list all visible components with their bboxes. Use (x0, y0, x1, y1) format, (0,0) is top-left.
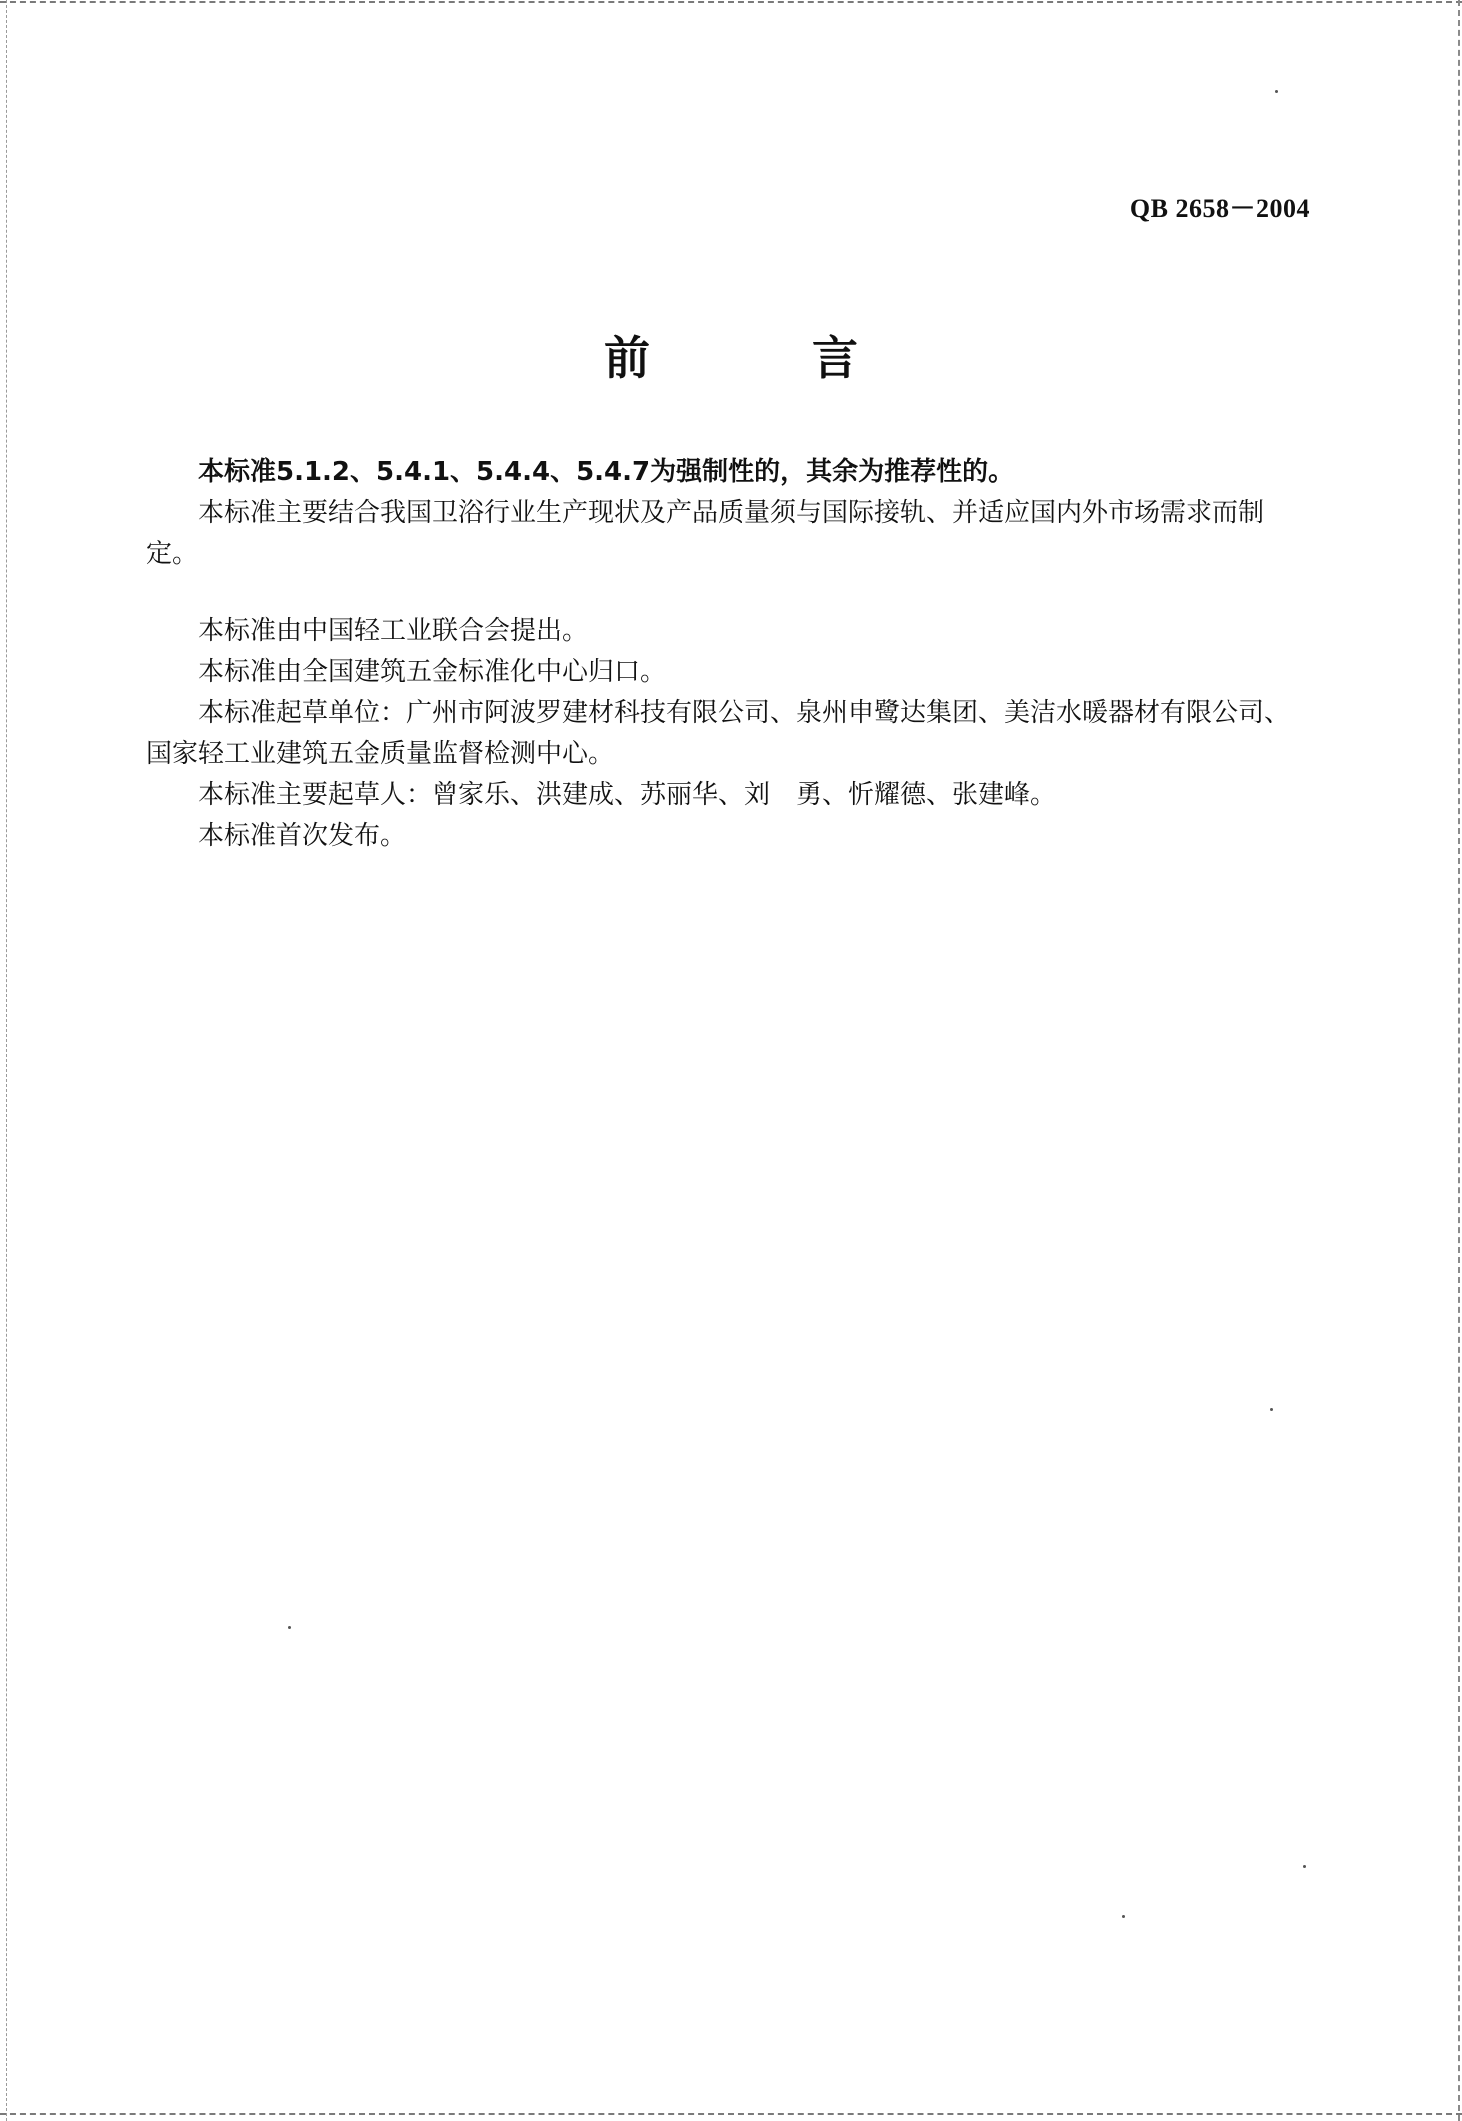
scan-edge-right (1458, 0, 1460, 2121)
paragraph-mandatory-clauses: 本标准5.1.2、5.4.1、5.4.4、5.4.7为强制性的，其余为推荐性的。 (198, 457, 1015, 487)
page-title: 前 言 (604, 331, 916, 385)
scan-edge-bottom (0, 2113, 1462, 2115)
standard-code: QB 2658－2004 (1129, 194, 1310, 223)
paragraph-drafting-units: 本标准起草单位：广州市阿波罗建材科技有限公司、泉州申鹭达集团、美洁水暖器材有限公司、国家轻工业建筑五金质量监督检测中心。 (146, 698, 1291, 769)
scan-speck (1270, 1408, 1273, 1411)
paragraph-first-release: 本标准首次发布。 (198, 821, 407, 851)
paragraph-drafters: 本标准主要起草人：曾家乐、洪建成、苏丽华、刘 勇、忻耀德、张建峰。 (198, 780, 1057, 810)
scan-edge-left (6, 0, 7, 2121)
scan-speck (288, 1626, 291, 1629)
paragraph-gap (146, 575, 1314, 611)
scan-speck (1122, 1915, 1125, 1918)
scan-edge-top (0, 1, 1462, 3)
foreword-body (146, 452, 1314, 857)
paragraph-purpose: 本标准主要结合我国卫浴行业生产现状及产品质量须与国际接轨、并适应国内外市场需求而制定。 (146, 498, 1265, 569)
scan-speck (1275, 90, 1278, 93)
paragraph-proposer: 本标准由中国轻工业联合会提出。 (198, 616, 589, 646)
paragraph-centralized: 本标准由全国建筑五金标准化中心归口。 (198, 657, 667, 687)
scan-speck (1303, 1865, 1306, 1868)
